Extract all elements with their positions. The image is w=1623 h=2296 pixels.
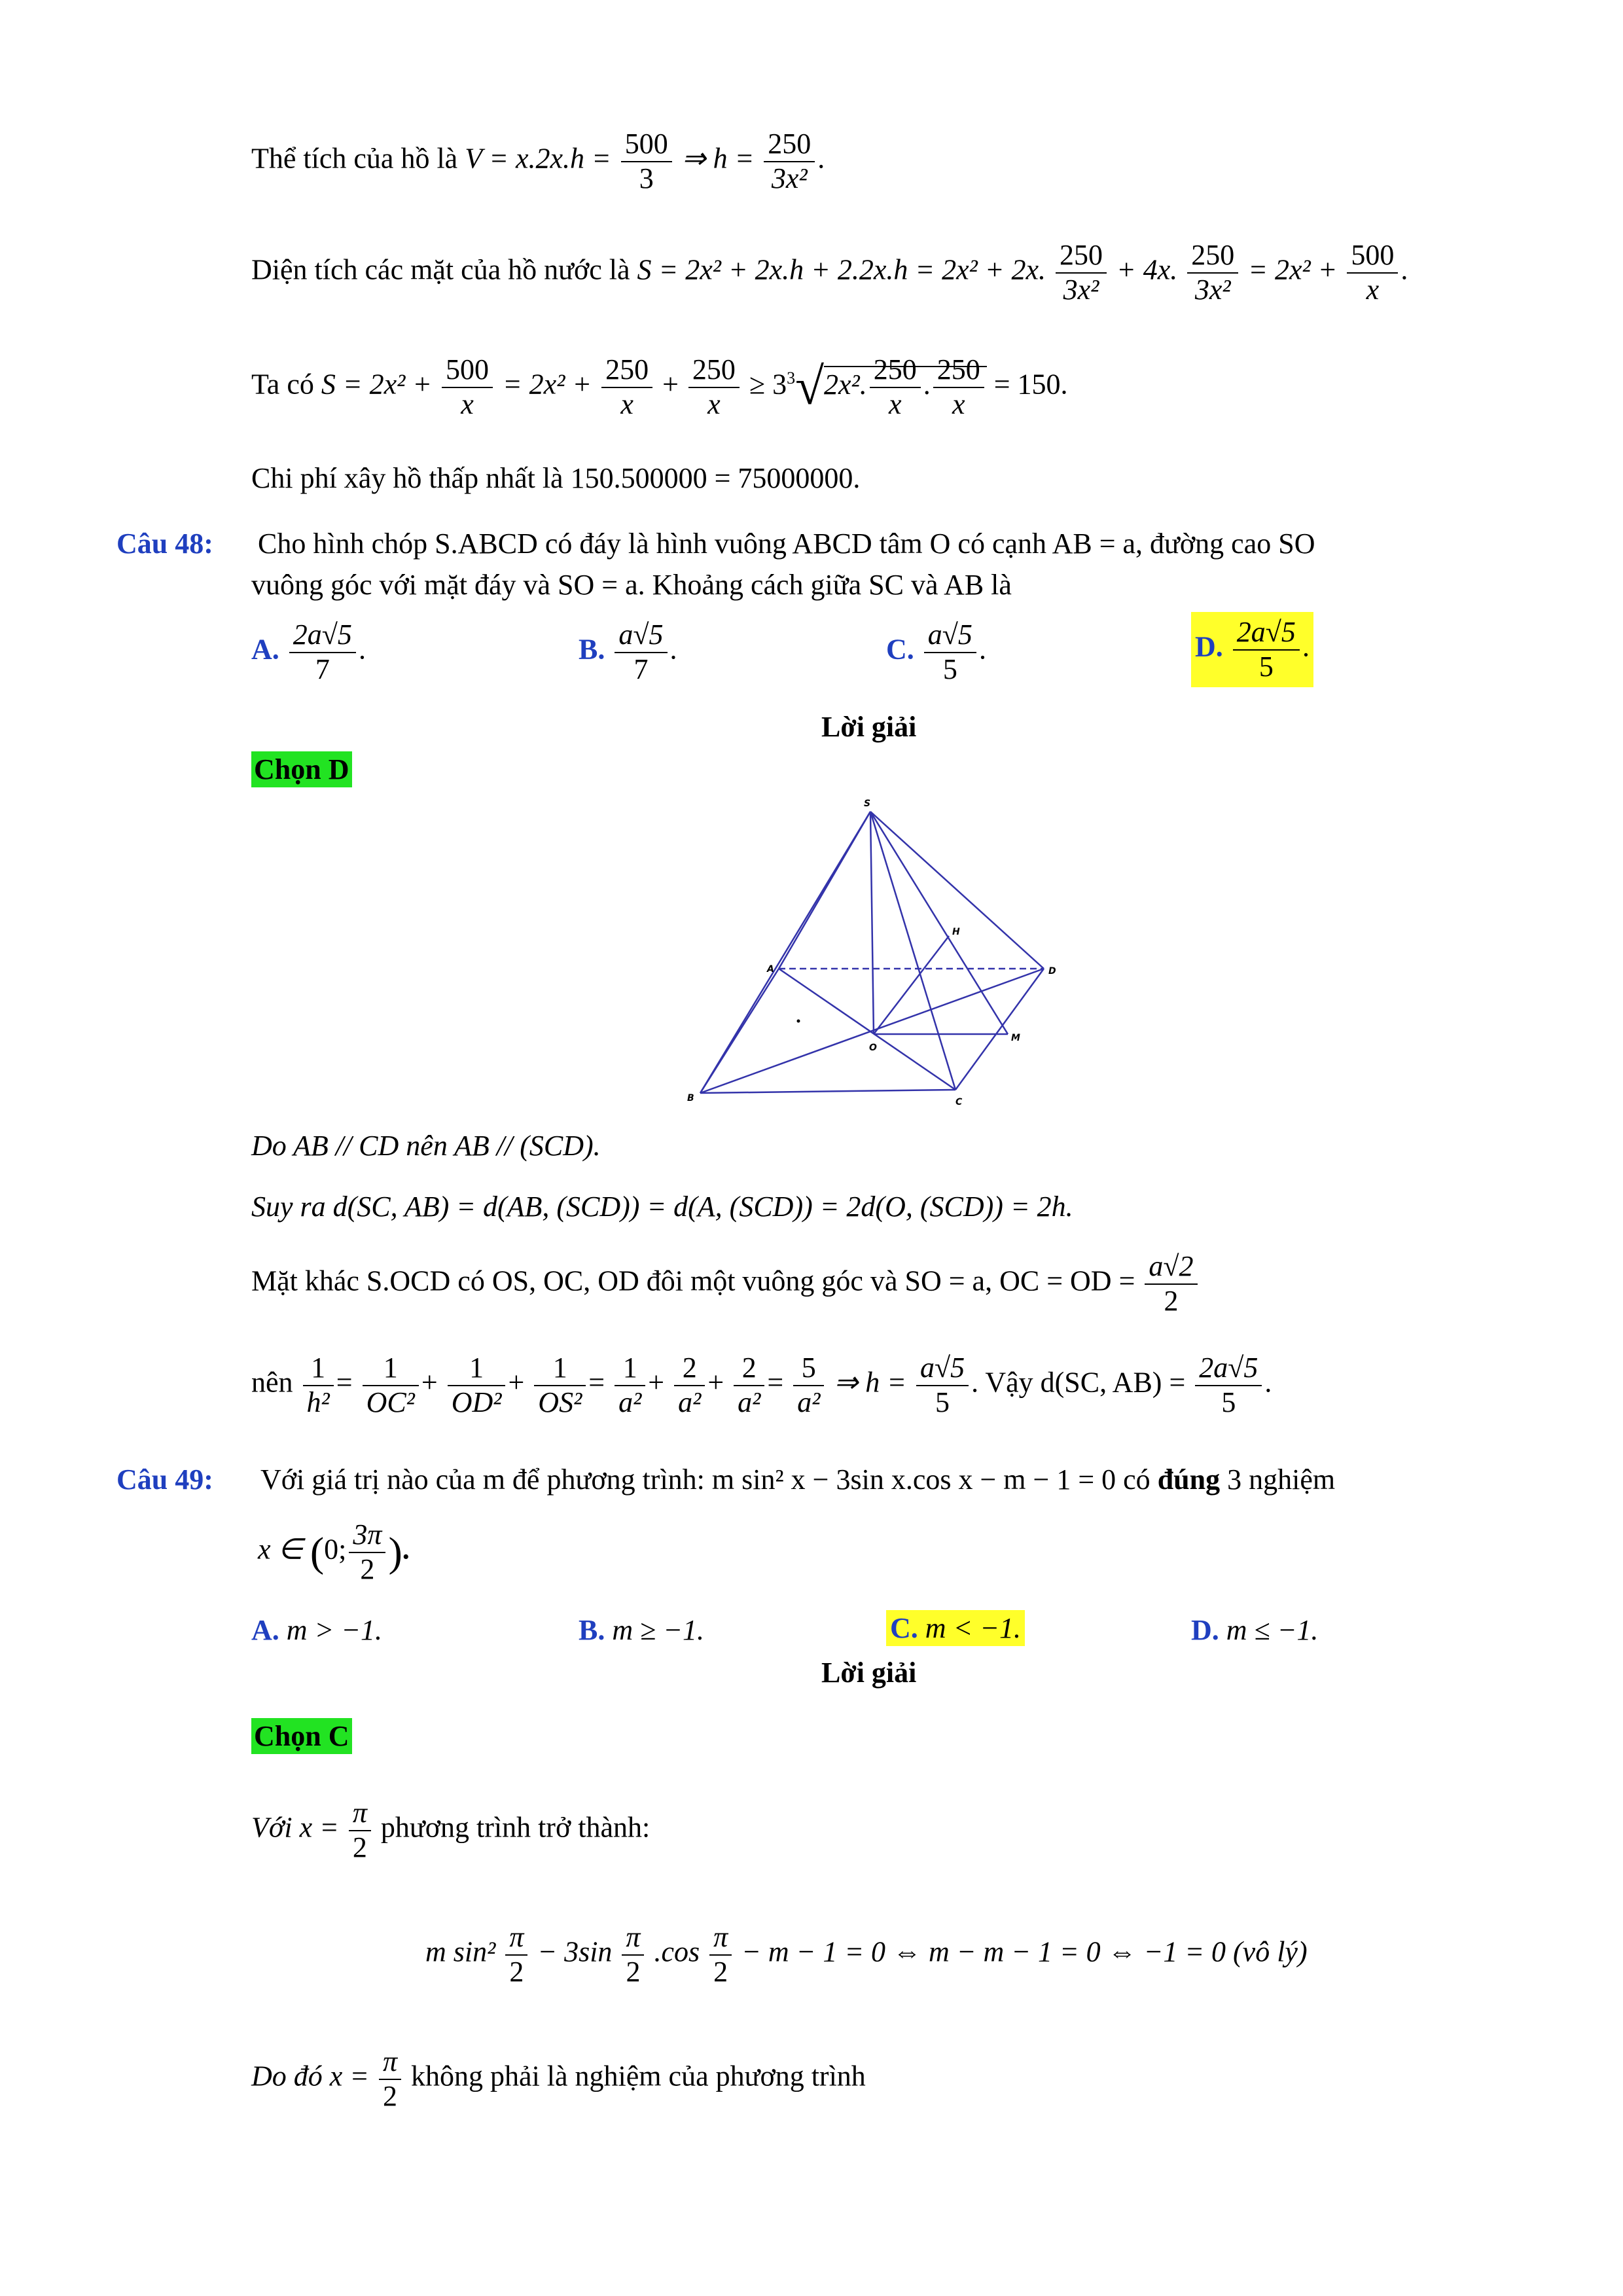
vertex-label: C: [955, 1097, 963, 1107]
solution-49-equation: m sin² $\frac{\pi}{2}$ − 3sin $\frac{\pi}{2}$ .cos $\frac{\pi}{2}$ − m − 1 = 0 ⇔ m − m − 1 = 0 ⇔ −1 = 0 (vô lý): [425, 1921, 1308, 1988]
vertex-label: A: [767, 964, 774, 975]
option-c[interactable]: C. $\frac{a√5}{5}$ .: [886, 619, 986, 685]
choice-48: Chọn D: [251, 751, 352, 787]
option-b[interactable]: B. m ≥ −1.: [579, 1614, 704, 1646]
cube-root: 2x². $\frac{250}{x}$ . $\frac{250}{x}$: [824, 366, 987, 401]
option-a[interactable]: A. $\frac{2a√5}{7}$ .: [251, 619, 366, 685]
vertex-label: M: [1011, 1033, 1020, 1043]
question-48-text-2: vuông góc với mặt đáy và SO = a. Khoảng cách giữa SC và AB là: [251, 569, 1012, 601]
solution-49-line-2: Do đó x = $\frac{\pi}{2}$ không phải là nghiệm của phương trình: [251, 2045, 866, 2112]
option-a[interactable]: A. m > −1.: [251, 1614, 382, 1646]
pyramid-figure: [687, 792, 1093, 1119]
question-48-text: Cho hình chóp S.ABCD có đáy là hình vuông ABCD tâm O có cạnh AB = a, đường cao SO: [258, 528, 1315, 560]
fraction: $\frac{250}{\text{3x²}}$: [764, 128, 815, 195]
solution-48-line-1: Do AB // CD nên AB // (SCD).: [251, 1130, 601, 1162]
cost-line: Chi phí xây hồ thấp nhất là 150.500000 = 75000000.: [251, 462, 861, 494]
question-48-label: Câu 48:: [116, 528, 213, 560]
solution-48-line-2: Suy ra d(SC, AB) = d(AB, (SCD)) = d(A, (SCD)) = 2d(O, (SCD)) = 2h.: [251, 1191, 1073, 1223]
vertex-label: S: [864, 798, 871, 809]
solution-48-line-3: Mặt khác S.OCD có OS, OC, OD đôi một vuông góc và SO = a, OC = OD = $\frac{a√2}{2}$: [251, 1250, 1200, 1318]
vertex-label: H: [952, 927, 960, 937]
option-d-correct[interactable]: D. $\frac{2a√5}{5}$ .: [1191, 612, 1313, 687]
solution-title-48: Lời giải: [821, 711, 917, 743]
option-c-correct[interactable]: C. m < −1.: [886, 1610, 1025, 1646]
question-49-interval: x ∈ (0; $\frac{3\pi}{2}$ ).: [258, 1518, 410, 1585]
solution-48-line-4: nên $\frac{1}{\text{h²}}$ = $\frac{1}{\text{OC²}}$ + $\frac{1}{\text{OD²}}$ + $\frac{1}{\text{OS²}}$ = $\frac{1}{\text{a²}}$ + $\frac{2}{\text{a²}}$ + $\frac{2}{\text{a²}}$ = $\frac{5}{\text{a²}}$ ⇒ h = $\frac{a√5}{5}$ . Vậy d(SC, AB) = $\frac{2a√5}{5}$ .: [251, 1352, 1272, 1418]
vertex-label: D: [1048, 966, 1056, 977]
choice-49: Chọn C: [251, 1718, 352, 1754]
surface-area-line: Diện tích các mặt của hồ nước là S = 2x² + 2x.h + 2.2x.h = 2x² + 2x. $\frac{250}{\text{3x²}}$ + 4x. $\frac{250}{\text{3x²}}$ = 2x² + $\frac{500}{x}$ .: [251, 239, 1408, 306]
option-d[interactable]: D. m ≤ −1.: [1191, 1614, 1319, 1646]
question-49-text: Với giá trị nào của m để phương trình: m sin² x − 3sin x.cos x − m − 1 = 0 có đúng 3 nghiệm: [260, 1463, 1336, 1496]
vertex-label: O: [869, 1043, 877, 1053]
volume-line: Thể tích của hồ là V = x.2x.h = $\frac{500}{3}$ ⇒ h = $\frac{250}{\text{3x²}}$ .: [251, 128, 825, 194]
solution-49-line-1: Với x = $\frac{\pi}{2}$ phương trình trở thành:: [251, 1797, 651, 1863]
solution-title-49: Lời giải: [821, 1657, 917, 1689]
question-49-label: Câu 49:: [116, 1463, 213, 1496]
vertex-label: B: [687, 1093, 694, 1103]
am-gm-line: Ta có S = 2x² + $\frac{500}{x}$ = 2x² + $\frac{250}{x}$ + $\frac{250}{x}$ ≥ $3^3√2x^2$. $\frac{250}{x}$ . $\frac{250}{x}$ = 150.: [251, 353, 1068, 420]
fraction: $\frac{500}{3}$: [621, 128, 672, 195]
option-b[interactable]: B. $\frac{a√5}{7}$ .: [579, 619, 677, 685]
